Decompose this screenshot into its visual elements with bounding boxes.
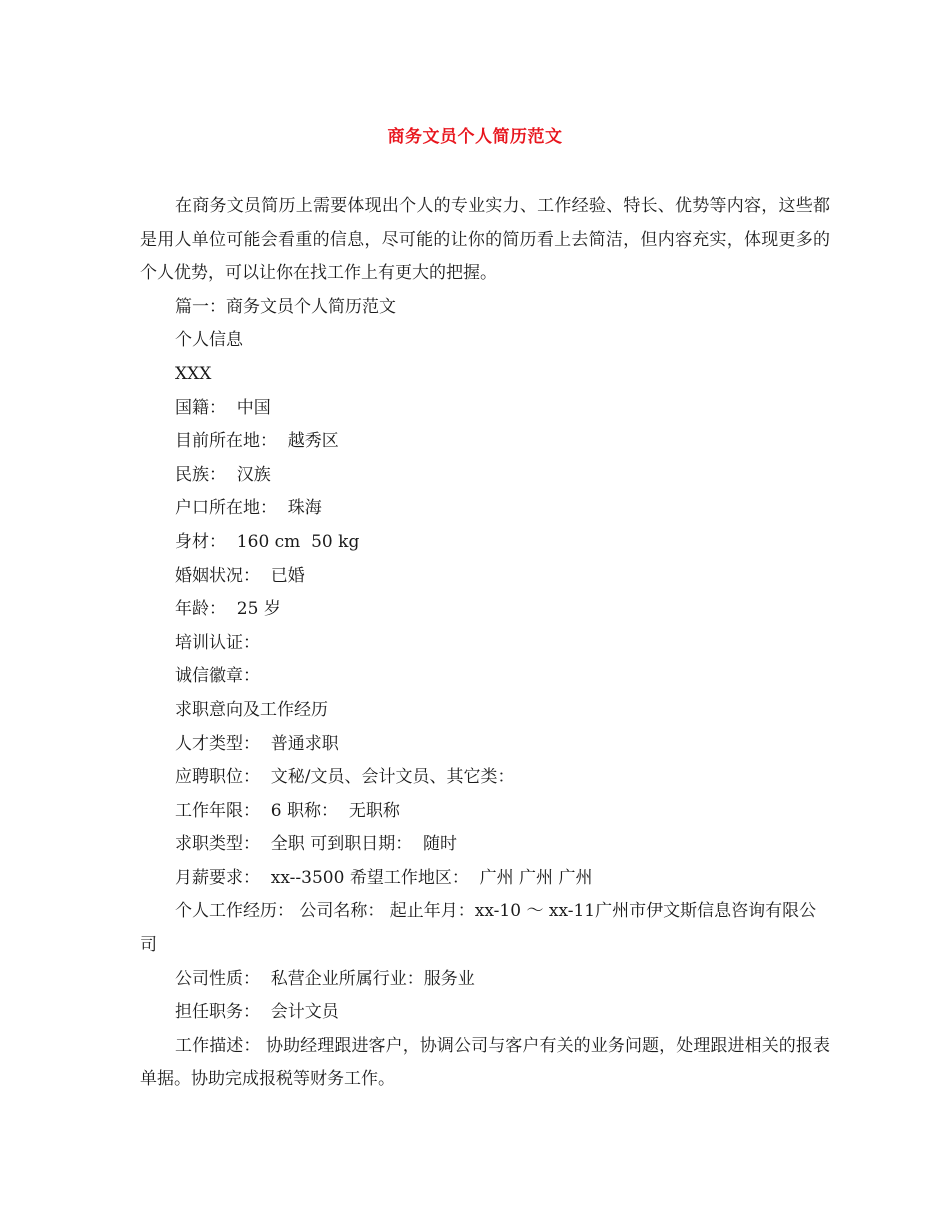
household-location-line: 户口所在地： 珠海 xyxy=(175,498,322,519)
marital-status-line: 婚姻状况： 已婚 xyxy=(175,565,305,586)
job-type-line: 求职类型： 全职 可到职日期： 随时 xyxy=(175,834,458,855)
job-description-paragraph: 工作描述： 协助经理跟进客户，协调公司与客户有关的业务问题，处理跟进相关的报表单据。协助完成报税等财务工作。 xyxy=(140,1035,830,1090)
nationality-line: 国籍： 中国 xyxy=(175,397,271,418)
work-experience-paragraph: 个人工作经历： 公司名称： 起止年月：xx-10 ～ xx-11广州市伊文斯信息咨询有限公司 xyxy=(140,901,817,956)
salary-line: 月薪要求： xx--3500 希望工作地区： 广州 广州 广州 xyxy=(175,867,593,888)
section-heading: 篇一：商务文员个人简历范文 xyxy=(175,296,396,317)
company-nature-line: 公司性质： 私营企业所属行业：服务业 xyxy=(175,968,475,989)
training-line: 培训认证： xyxy=(175,632,260,653)
position-held-line: 担任职务： 会计文员 xyxy=(175,1002,339,1023)
page-title: 商务文员个人简历范文 xyxy=(387,127,563,147)
work-years-line: 工作年限： 6 职称： 无职称 xyxy=(175,800,400,821)
current-location-line: 目前所在地： 越秀区 xyxy=(175,431,339,452)
physique-line: 身材： 160 cm 50 kg xyxy=(175,531,360,552)
integrity-badge-line: 诚信徽章： xyxy=(175,666,260,687)
personal-info-heading: 个人信息 xyxy=(175,330,243,351)
talent-type-line: 人才类型： 普通求职 xyxy=(175,733,339,754)
age-line: 年龄： 25 岁 xyxy=(175,599,281,620)
document-body xyxy=(140,190,830,1097)
intro-paragraph: 在商务文员简历上需要体现出个人的专业实力、工作经验、特长、优势等内容，这些都是用人单位可能会看重的信息，尽可能的让你的简历看上去简洁，但内容充实，体现更多的个人优势，可以让你在找工作上有更大的把握。 xyxy=(140,196,830,284)
name-line: XXX xyxy=(175,363,212,384)
ethnicity-line: 民族： 汉族 xyxy=(175,464,271,485)
job-intent-heading: 求职意向及工作经历 xyxy=(175,699,328,720)
position-applied-line: 应聘职位： 文秘/文员、会计文员、其它类： xyxy=(175,767,515,788)
